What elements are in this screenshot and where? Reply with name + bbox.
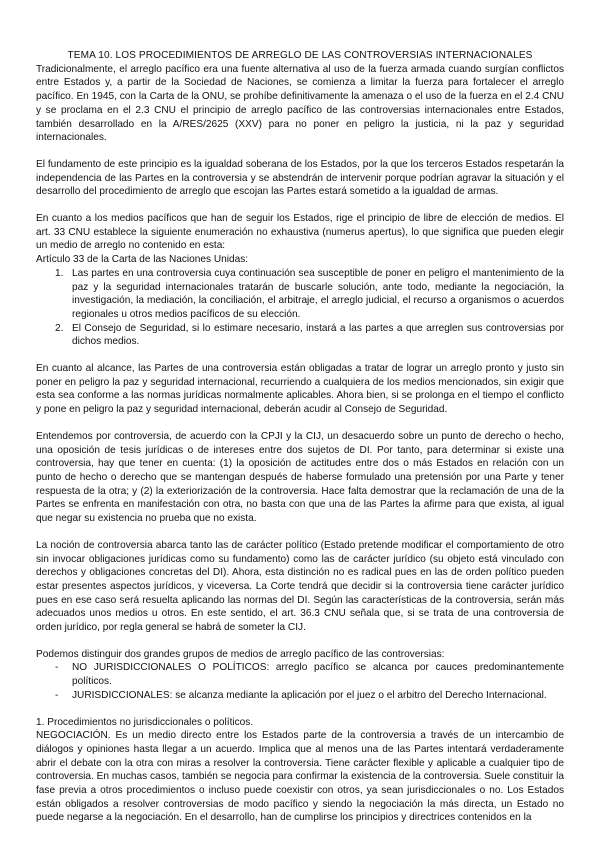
paragraph-spacer xyxy=(36,635,564,648)
paragraph-alcance: En cuanto al alcance, las Partes de una controversia están obligadas a tratar de lograr un arreglo pronto y justo sin poner en peligro la paz y seguridad internacional, recurriendo a cualquiera de los medios mencionados, sin exigir que esta sea conforme a las normas jurídicas normalmente aplicables. Ahora bien, si se prolonga en el tiempo el conflicto y pone en peligro la paz y seguridad internacional, deberán acudir al Consejo de Seguridad. xyxy=(36,363,564,416)
paragraph-negociacion: NEGOCIACIÓN. Es un medio directo entre los Estados parte de la controversia a través de un intercambio de diálogos y opiniones hasta llegar a un acuerdo. Implica que al menos una de las Partes intentará verdaderamente abrir el debate con la otra con miras a resolver la controversia. Tiene carácter flexible y aplicable a cualquier tipo de controversia. En muchas casos, también se negocia para confirmar la existencia de la controversia. Suele constituir la fase previa a otros procedimientos o incluso puede coexistir con otros, ya sean jurisdiccionales o no. Los Estados están obligados a resolver controversias de modo pacífico y siendo la negociación la más directa, un Estado no puede negarse a la negociación. En el desarrollo, han de cumplirse los principios y directrices contenidos en la xyxy=(36,730,564,824)
articulo-list xyxy=(36,267,564,349)
list-item-text: JURISDICCIONALES: se alcanza mediante la aplicación por el juez o el arbitro del Derecho Internacional. xyxy=(72,689,547,701)
grupos-item xyxy=(55,661,564,688)
articulo-heading: Artículo 33 de la Carta de las Naciones Unidas: xyxy=(36,254,249,266)
dash-bullet: - xyxy=(55,662,59,674)
grupos-item xyxy=(55,689,564,703)
list-number: 2. xyxy=(55,322,64,334)
document-title: TEMA 10. LOS PROCEDIMIENTOS DE ARREGLO DE LAS CONTROVERSIAS INTERNACIONALES xyxy=(67,50,533,61)
section-heading: 1. Procedimientos no jurisdiccionales o políticos. xyxy=(36,716,254,728)
paragraph-spacer xyxy=(36,349,564,362)
paragraph-controversia: Entendemos por controversia, de acuerdo con la CPJI y la CIJ, un desacuerdo sobre un punto de derecho o hecho, una oposición de tesis jurídicas o de intereses entre dos sujetos de DI. Por tanto, para determinar si existe una controversia, hay que tener en cuenta: (1) la oposición de actitudes entre dos o más Estados en relación con un punto de hecho o derecho que se mantengan después de haberse formulado una pretensión por una Parte y tener respuesta de la otra; y (2) la exteriorización de la controversia. Hace falta demostrar que la reclamación de una de la Partes se enfrenta en manifestación con otra, no basta con que una de las Partes la afirme para que exista, al igual que negar su existencia no prueba que no exista. xyxy=(36,430,564,525)
list-item-text: NO JURISDICCIONALES O POLÍTICOS: arreglo pacífico se alcanca por cauces predominantemente políticos. xyxy=(72,662,564,688)
paragraph-spacer xyxy=(36,417,564,430)
paragraph-intro: Tradicionalmente, el arreglo pacífico era una fuente alternativa al uso de la fuerza armada cuando surgían conflictos entre Estados y, a partir de la Sociedad de Naciones, se comienza a limitar la fuerza para fortalecer el arreglo pacífico. En 1945, con la Carta de la ONU, se prohíbe definitivamente la amenaza o el uso de la fuerza en el 2.4 CNU y se proclama en el 2.3 CNU el principio de arreglo pacífico de las controversias internacionales entre Estados, también desarrollado en la A/RES/2625 (XXV) para no poner en peligro la justicia, ni la paz y seguridad internacionales. xyxy=(36,63,564,144)
list-item-text: Las partes en una controversia cuya continuación sea susceptible de poner en peligro el mantenimiento de la paz y la seguridad internacionales tratarán de buscarle solución, ante todo, mediante la negociación, la investigación, la mediación, la conciliación, el arbitraje, el arreglo judicial, el recurso a organismos o acuerdos regionales u otros medios pacíficos de su elección. xyxy=(72,267,564,320)
articulo-item xyxy=(55,267,564,322)
paragraph-spacer xyxy=(36,199,564,212)
paragraph-medios: En cuanto a los medios pacíficos que han de seguir los Estados, rige el principio de libre de elección de medios. El art. 33 CNU establece la siguiente enumeración no exhaustiva (numerus apertus), lo que significa que pueden elegir un medio de arreglo no contenido en esta: xyxy=(36,213,564,252)
paragraph-nocion: La noción de controversia abarca tanto las de carácter político (Estado pretende modificar el comportamiento de otro sin invocar obligaciones jurídicas como su fundamento) como las de carácter jurídico (su objeto está vinculado con derechos y obligaciones concretas del DI). Ahora, esta distinción no es radical pues en las de orden político pueden estar presentes aspectos jurídicos, y viceversa. La Corte tendrá que decidir si la controversia tiene carácter jurídico pues en ese caso será resuelta aplicando las normas del DI. Según las características de la controversia, serán más adecuados unos medios u otros. En este sentido, el art. 36.3 CNU señala que, si se trata de una controversia de orden jurídico, por regla general se habrá de someter la CIJ. xyxy=(36,539,564,634)
paragraph-spacer xyxy=(36,145,564,158)
dash-bullet: - xyxy=(55,689,59,701)
paragraph-fundamento: El fundamento de este principio es la igualdad soberana de los Estados, por la que los terceros Estados respetarán la independencia de las Partes en la controversia y se abstendrán de intervenir porque podrían agravar la situación y el desarrollo del procedimiento de arreglo que escojan las Partes estará sometido a la igualdad de armas. xyxy=(36,158,564,198)
paragraph-spacer xyxy=(36,526,564,539)
list-number: 1. xyxy=(55,267,64,279)
paragraph-grupos: Podemos distinguir dos grandes grupos de medios de arreglo pacífico de las controversias: xyxy=(36,648,445,660)
grupos-list xyxy=(36,661,564,702)
list-item-text: El Consejo de Seguridad, si lo estimare necesario, instará a las partes a que arreglen sus controversias por dichos medios. xyxy=(72,322,564,348)
articulo-item xyxy=(55,322,564,349)
paragraph-spacer xyxy=(36,703,564,716)
